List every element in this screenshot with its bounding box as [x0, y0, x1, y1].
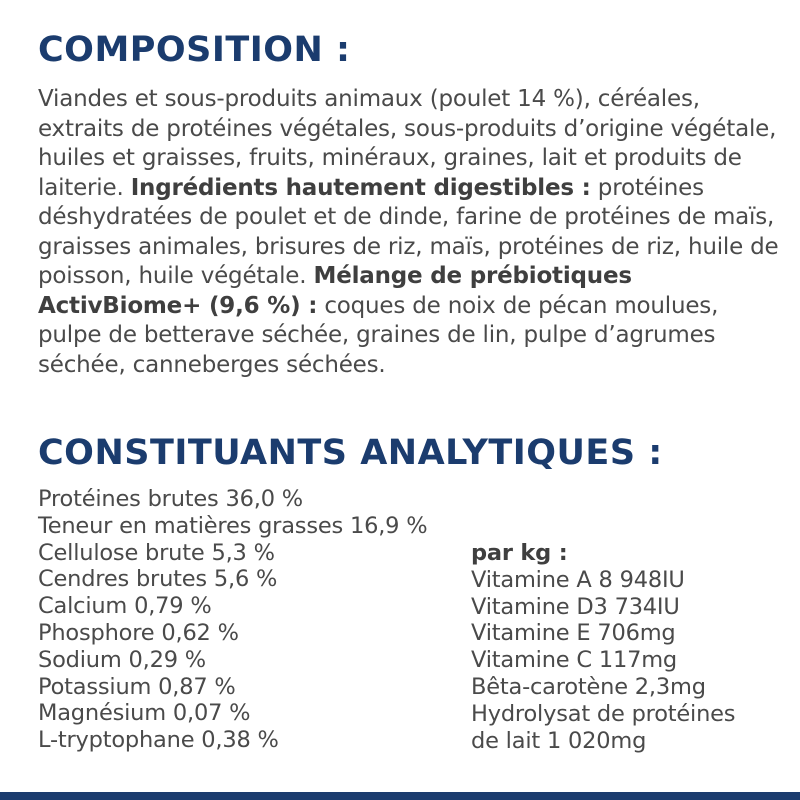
- constituent-item: Protéines brutes 36,0 %: [38, 486, 303, 512]
- vitamin-item: de lait 1 020mg: [471, 727, 647, 754]
- composition-paragraph: [38, 85, 788, 380]
- footer-color-bar: [0, 792, 800, 800]
- vitamin-item: Hydrolysat de protéines: [471, 700, 736, 727]
- per-kg-heading: par kg :: [471, 540, 568, 566]
- analytical-constituents-list: [38, 486, 478, 754]
- prebiotic-blend-text: coques de noix de pécan moulues, pulpe de betterave séchée, graines de lin, pulpe d’agrumes séchée, canneberges séchées.: [38, 292, 719, 378]
- constituent-item: Potassium 0,87 %: [38, 673, 236, 700]
- composition-general-text: Viandes et sous-produits animaux (poulet 14 %), céréales, extraits de protéines végétales, sous-produits d’origine végétale, huiles et graisses, fruits, minéraux, graines, lait et produits de laiterie.: [38, 86, 777, 201]
- digestible-ingredients-text: protéines déshydratées de poulet et de dinde, farine de protéines de maïs, graisses animales, brisures de riz, maïs, protéines de riz, huile de poisson, huile végétale.: [38, 174, 779, 289]
- constituent-item: Calcium 0,79 %: [38, 593, 212, 620]
- constituent-item: Magnésium 0,07 %: [38, 700, 251, 727]
- constituent-item: L-tryptophane 0,38 %: [38, 727, 279, 754]
- constituent-item: Phosphore 0,62 %: [38, 619, 239, 646]
- per-kg-list: [471, 540, 791, 754]
- analytical-constituents-heading: CONSTITUANTS ANALYTIQUES :: [38, 433, 663, 473]
- constituent-item: Teneur en matières grasses 16,9 %: [38, 512, 428, 539]
- composition-heading: COMPOSITION :: [38, 30, 351, 70]
- constituent-item: Cendres brutes 5,6 %: [38, 566, 278, 593]
- vitamin-item: Vitamine E 706mg: [471, 620, 676, 647]
- prebiotic-blend-label: Mélange de prébiotiques ActivBiome+ (9,6 %) :: [38, 263, 632, 319]
- vitamin-item: Vitamine D3 734IU: [471, 593, 680, 620]
- digestible-ingredients-label: Ingrédients hautement digestibles :: [130, 174, 591, 201]
- vitamin-item: Vitamine C 117mg: [471, 647, 677, 674]
- constituent-item: Cellulose brute 5,3 %: [38, 539, 275, 566]
- vitamin-item: Bêta-carotène 2,3mg: [471, 673, 706, 700]
- vitamin-item: Vitamine A 8 948IU: [471, 566, 685, 593]
- constituent-item: Sodium 0,29 %: [38, 646, 206, 673]
